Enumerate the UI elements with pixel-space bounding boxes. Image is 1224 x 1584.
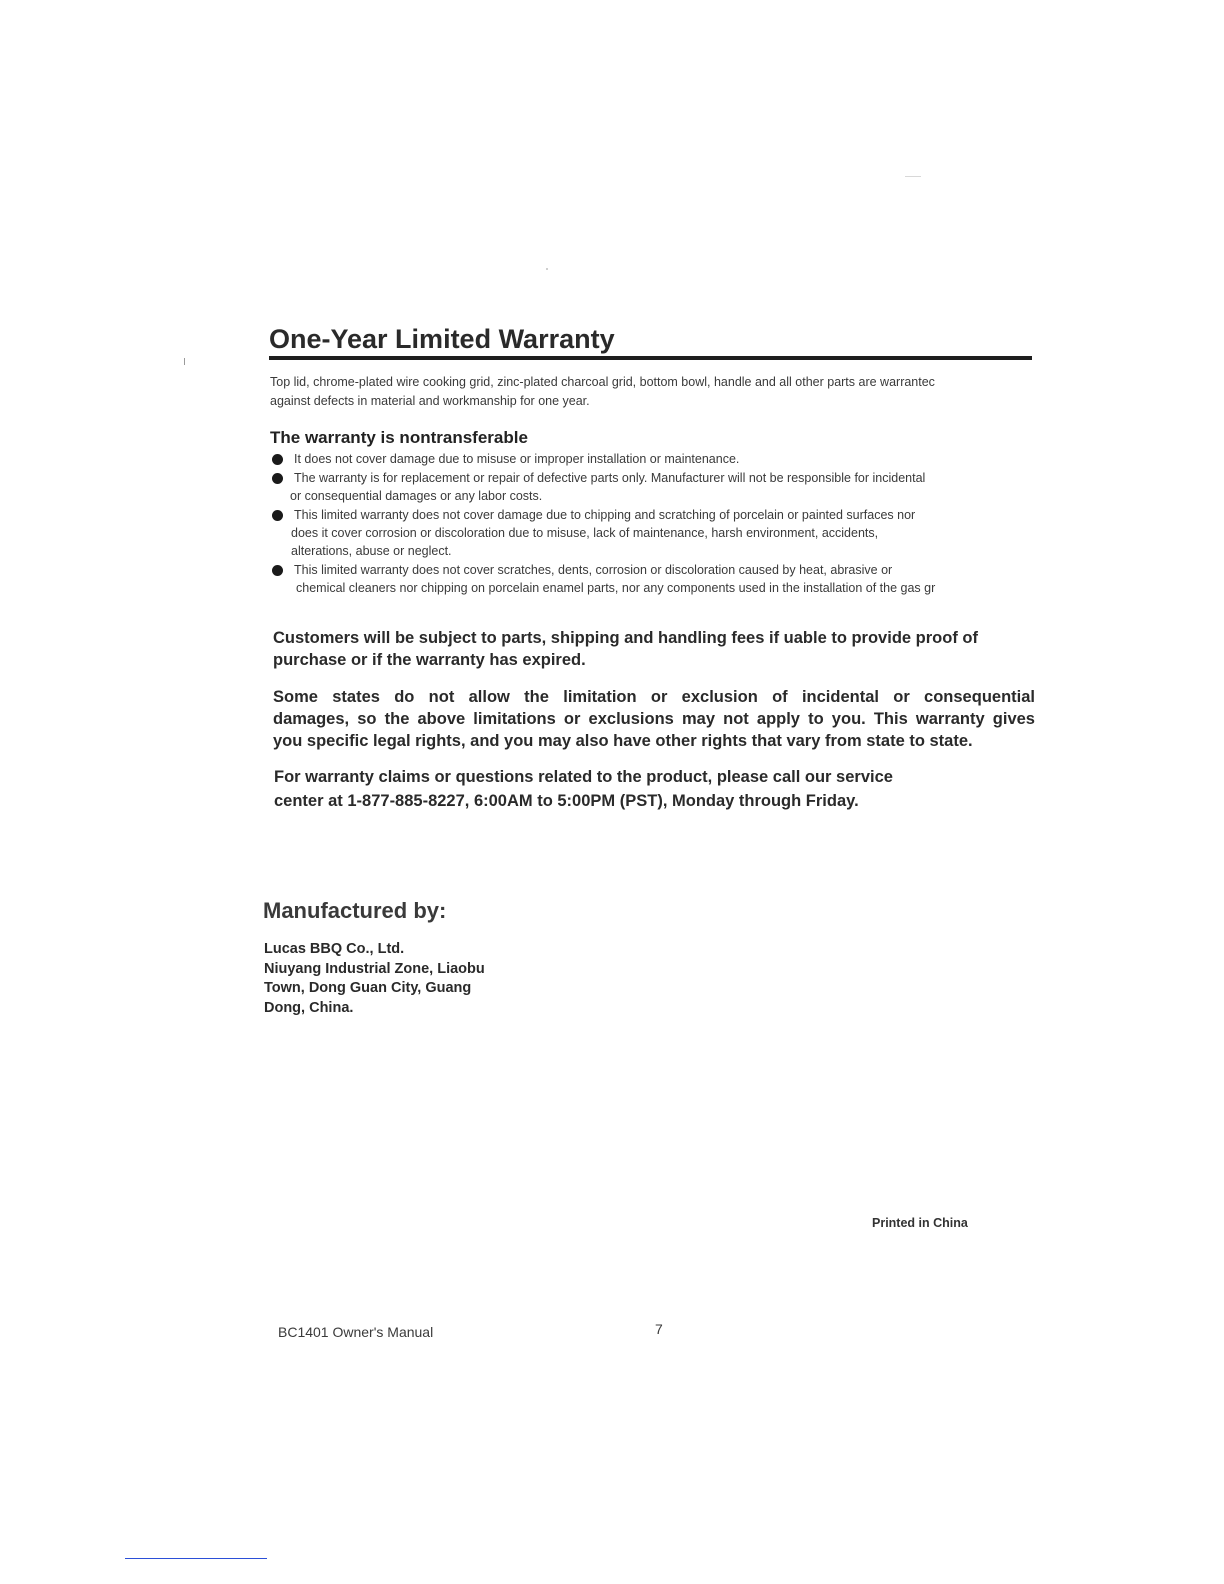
list-item-line: This limited warranty does not cover damage due to chipping and scratching of porcelain or painted surfaces nor [294, 508, 916, 522]
intro-paragraph [270, 373, 1045, 411]
list-item-line: This limited warranty does not cover scratches, dents, corrosion or discoloration caused by heat, abrasive or [294, 563, 893, 577]
address-line: Town, Dong Guan City, Guang [264, 980, 472, 996]
fees-line: Customers will be subject to parts, shipping and handling fees if uable to provide proof of [273, 629, 978, 647]
contact-paragraph [274, 766, 1036, 812]
manufacturer-address [264, 940, 485, 1018]
list-item-line: alterations, abuse or neglect. [291, 544, 452, 558]
intro-line: Top lid, chrome-plated wire cooking grid, zinc-plated charcoal grid, bottom bowl, handle and all other parts are warrantec [270, 375, 935, 389]
state-rights-paragraph [273, 686, 1035, 752]
manufacturer-heading: Manufactured by: [263, 898, 447, 923]
list-item-line: chemical cleaners nor chipping on porcelain enamel parts, nor any components used in the installation of the gas gr [296, 581, 936, 595]
state-rights-line: you specific legal rights, and you may also have other rights that vary from state to state. [273, 732, 973, 750]
state-rights-line: damages, so the above limitations or exclusions may not apply to you. This warranty gives [273, 710, 1035, 728]
bullet-dot-icon [272, 565, 283, 576]
contact-line: center at 1-877-885-8227, 6:00AM to 5:00PM (PST), Monday through Friday. [274, 792, 859, 810]
list-item-line: It does not cover damage due to misuse or improper installation or maintenance. [294, 452, 740, 466]
list-item-line: or consequential damages or any labor costs. [290, 489, 543, 503]
list-item [270, 450, 1044, 468]
address-line: Lucas BBQ Co., Ltd. [264, 941, 405, 957]
intro-line: against defects in material and workmanship for one year. [270, 394, 590, 408]
fees-paragraph [273, 627, 1035, 671]
address-line: Dong, China. [264, 999, 354, 1016]
list-item [270, 469, 1044, 505]
scan-mark [184, 358, 185, 365]
bullet-dot-icon [272, 510, 283, 521]
footer-manual-title: BC1401 Owner's Manual [278, 1324, 434, 1340]
printed-in-note: Printed in China [872, 1216, 968, 1230]
scan-mark [546, 268, 548, 270]
page-number: 7 [655, 1321, 663, 1337]
list-item-line: The warranty is for replacement or repair of defective parts only. Manufacturer will not be responsible for incidental [294, 471, 926, 485]
state-rights-line: Some states do not allow the limitation or exclusion of incidental or consequential [273, 688, 1035, 706]
bottom-link-underline [125, 1558, 267, 1559]
list-item-line: does it cover corrosion or discoloration due to misuse, lack of maintenance, harsh environment, accidents, [291, 526, 879, 540]
list-item [270, 506, 1044, 560]
nontransferable-heading: The warranty is nontransferable [270, 428, 528, 447]
list-item-text [290, 469, 1044, 505]
warranty-exclusions-list [270, 450, 1044, 597]
bullet-dot-icon [272, 473, 283, 484]
fees-line: purchase or if the warranty has expired. [273, 651, 586, 669]
contact-line: For warranty claims or questions related to the product, please call our service [274, 768, 893, 786]
title-underline-divider [269, 356, 1032, 360]
address-line: Niuyang Industrial Zone, Liaobu [264, 960, 485, 977]
scan-mark [905, 176, 921, 177]
list-item-text [294, 561, 1044, 597]
list-item-text [294, 450, 1044, 468]
list-item [270, 561, 1044, 597]
list-item-text [291, 506, 1044, 560]
page-title: One-Year Limited Warranty [269, 324, 615, 354]
bullet-dot-icon [272, 454, 283, 465]
